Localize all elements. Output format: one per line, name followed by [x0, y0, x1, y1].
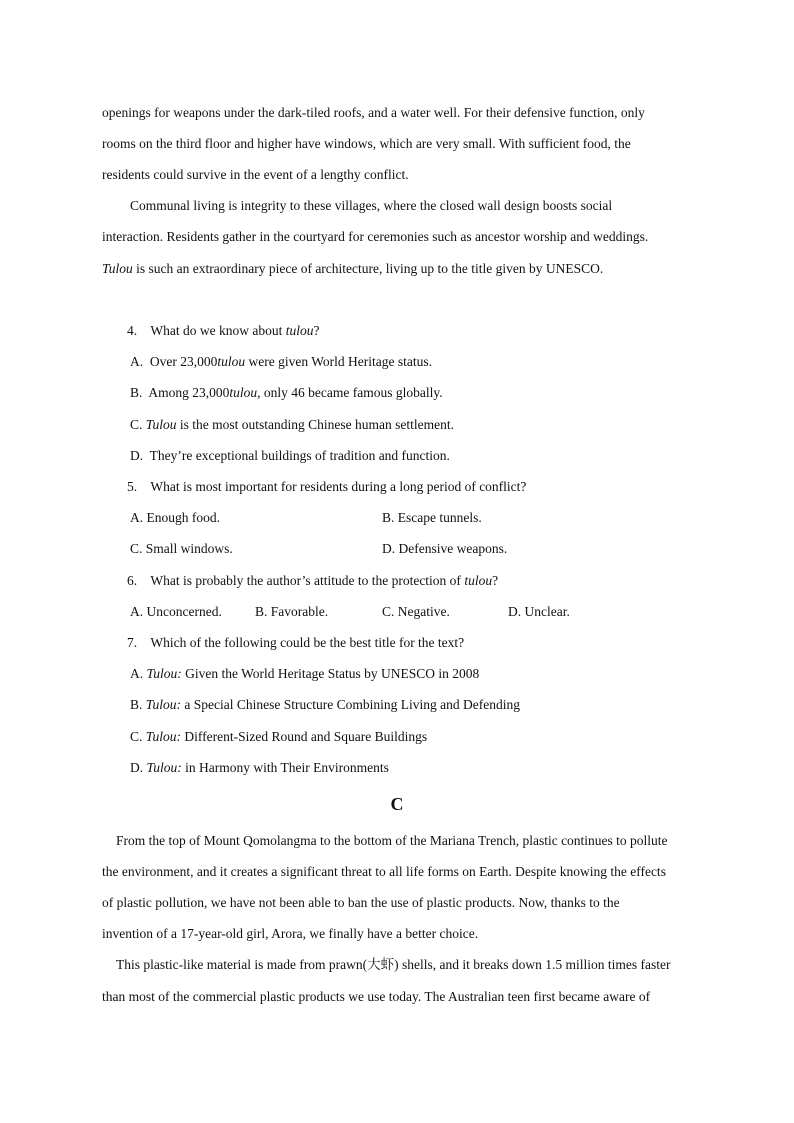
italic-term: Tulou	[102, 261, 133, 276]
passage-line: rooms on the third floor and higher have windows, which are very small. With sufficient food, the	[102, 136, 631, 151]
text-span: ?	[492, 573, 499, 588]
italic-term: tulou	[217, 354, 246, 369]
question-5-option-a[interactable]: A. Enough food.	[130, 510, 220, 525]
question-4-option-b[interactable]	[130, 384, 443, 402]
question-5-option-d[interactable]: D. Defensive weapons.	[382, 541, 508, 556]
question-7-option-c[interactable]	[130, 728, 427, 746]
question-6-option-b[interactable]: B. Favorable.	[255, 604, 329, 619]
question-4-stem	[127, 322, 320, 340]
italic-term: Tulou	[145, 417, 177, 432]
passage-line: openings for weapons under the dark-tiled roofs, and a water well. For their defensive function, only	[102, 105, 645, 120]
question-7-option-d[interactable]	[130, 759, 389, 777]
text-span: ?	[313, 323, 320, 338]
question-5-option-b[interactable]: B. Escape tunnels.	[382, 510, 482, 525]
text-span: in Harmony with Their Environments	[181, 760, 389, 775]
passage-line: From the top of Mount Qomolangma to the bottom of the Mariana Trench, plastic continues to pollute	[116, 833, 668, 848]
question-7-option-a[interactable]	[130, 665, 479, 683]
question-6-option-a[interactable]: A. Unconcerned.	[130, 604, 222, 619]
text-span: is such an extraordinary piece of architecture, living up to the title given by UNESCO.	[132, 261, 604, 276]
italic-term: Tulou:	[145, 729, 182, 744]
text-span: is the most outstanding Chinese human settlement.	[176, 417, 454, 432]
section-heading: C	[390, 794, 404, 814]
passage-line	[102, 260, 603, 278]
passage-line: Communal living is integrity to these villages, where the closed wall design boosts social	[130, 198, 613, 213]
question-7-option-b[interactable]	[130, 696, 520, 714]
text-span: , only 46 became famous globally.	[257, 385, 443, 400]
text-span: C.	[130, 729, 146, 744]
text-span: B. Among 23,000	[130, 385, 230, 400]
passage-line: the environment, and it creates a significant threat to all life forms on Earth. Despite knowing the effects	[102, 864, 666, 879]
italic-term: tulou	[464, 573, 493, 588]
passage-line: invention of a 17-year-old girl, Arora, we finally have a better choice.	[102, 926, 479, 941]
italic-term: Tulou:	[145, 697, 182, 712]
text-span: Given the World Heritage Status by UNESCO in 2008	[181, 666, 480, 681]
question-7-stem: 7. Which of the following could be the best title for the text?	[127, 635, 465, 650]
passage-line: of plastic pollution, we have not been able to ban the use of plastic products. Now, thanks to the	[102, 895, 620, 910]
question-4-option-a[interactable]	[130, 353, 432, 371]
text-span: A. Over 23,000	[130, 354, 218, 369]
text-span: were given World Heritage status.	[245, 354, 432, 369]
text-span: 4. What do we know about	[127, 323, 286, 338]
italic-term: tulou	[229, 385, 258, 400]
passage-line: residents could survive in the event of a lengthy conflict.	[102, 167, 409, 182]
italic-term: tulou	[285, 323, 314, 338]
passage-line: than most of the commercial plastic products we use today. The Australian teen first became aware of	[102, 989, 651, 1004]
text-span: 6. What is probably the author’s attitude to the protection of	[127, 573, 465, 588]
question-6-option-d[interactable]: D. Unclear.	[508, 604, 570, 619]
question-5-option-c[interactable]: C. Small windows.	[130, 541, 233, 556]
italic-term: Tulou:	[146, 760, 182, 775]
text-span: C.	[130, 417, 146, 432]
passage-line: interaction. Residents gather in the courtyard for ceremonies such as ancestor worship and weddings.	[102, 229, 649, 244]
question-6-option-c[interactable]: C. Negative.	[382, 604, 450, 619]
question-4-option-c[interactable]	[130, 416, 454, 434]
italic-term: Tulou:	[146, 666, 182, 681]
question-4-option-d[interactable]: D. They’re exceptional buildings of tradition and function.	[130, 448, 450, 463]
text-span: B.	[130, 697, 146, 712]
question-5-stem: 5. What is most important for residents during a long period of conflict?	[127, 479, 527, 494]
question-6-stem	[127, 572, 498, 590]
text-span: A.	[130, 666, 147, 681]
text-span: Different-Sized Round and Square Buildings	[181, 729, 428, 744]
text-span: a Special Chinese Structure Combining Living and Defending	[181, 697, 520, 712]
text-span: D.	[130, 760, 147, 775]
passage-line: This plastic-like material is made from prawn(大虾) shells, and it breaks down 1.5 million times faster	[116, 957, 671, 972]
